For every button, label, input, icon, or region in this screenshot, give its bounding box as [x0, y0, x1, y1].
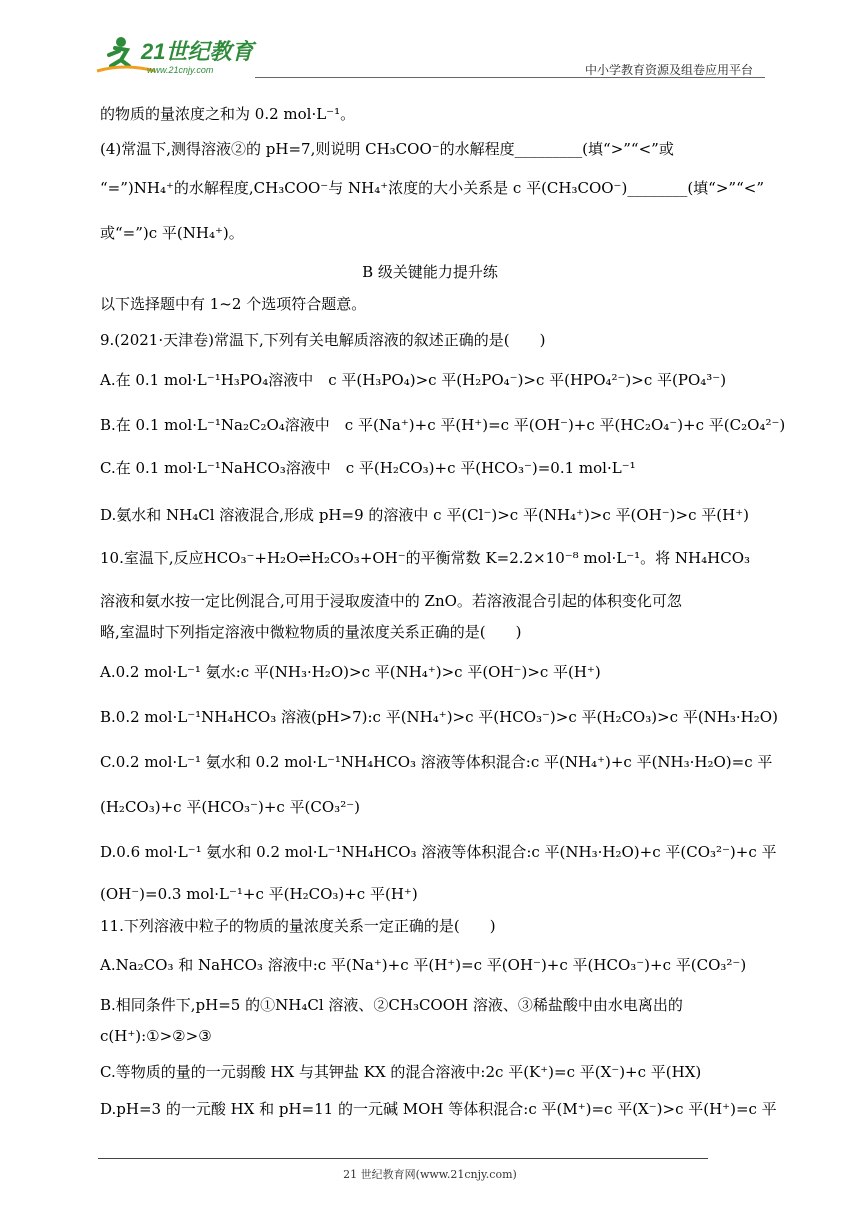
question-9: 9.(2021·天津卷)常温下,下列有关电解质溶液的叙述正确的是( ) — [100, 331, 546, 349]
text-line: 溶液和氨水按一定比例混合,可用于浸取废渣中的 ZnO。若溶液混合引起的体积变化可忽 — [100, 592, 682, 610]
logo — [95, 33, 265, 77]
svg-text:www.21cnjy.com: www.21cnjy.com — [147, 65, 214, 75]
text-line: 的物质的量浓度之和为 0.2 mol·L⁻¹。 — [100, 105, 356, 123]
svg-text:21世纪教育: 21世纪教育 — [141, 39, 254, 64]
option-11b: B.相同条件下,pH=5 的①NH₄Cl 溶液、②CH₃COOH 溶液、③稀盐酸中由水电离出的 — [100, 996, 683, 1014]
text-line: (OH⁻)=0.3 mol·L⁻¹+c 平(H₂CO₃)+c 平(H⁺) — [100, 885, 418, 903]
option-10d: D.0.6 mol·L⁻¹ 氨水和 0.2 mol·L⁻¹NH₄HCO₃ 溶液等体积混合:c 平(NH₃·H₂O)+c 平(CO₃²⁻)+c 平 — [100, 843, 777, 861]
option-10c: C.0.2 mol·L⁻¹ 氨水和 0.2 mol·L⁻¹NH₄HCO₃ 溶液等体积混合:c 平(NH₄⁺)+c 平(NH₃·H₂O)=c 平 — [100, 753, 773, 771]
text-line: (H₂CO₃)+c 平(HCO₃⁻)+c 平(CO₃²⁻) — [100, 798, 360, 816]
option-10a: A.0.2 mol·L⁻¹ 氨水:c 平(NH₃·H₂O)>c 平(NH₄⁺)>c 平(OH⁻)>c 平(H⁺) — [100, 663, 601, 681]
option-9d: D.氨水和 NH₄Cl 溶液混合,形成 pH=9 的溶液中 c 平(Cl⁻)>c 平(NH₄⁺)>c 平(OH⁻)>c 平(H⁺) — [100, 506, 749, 524]
text-line: 或“=”)c 平(NH₄⁺)。 — [100, 224, 244, 242]
text-line: 略,室温时下列指定溶液中微粒物质的量浓度关系正确的是( ) — [100, 623, 522, 641]
text-line: “=”)NH₄⁺的水解程度,CH₃COO⁻与 NH₄⁺浓度的大小关系是 c 平(CH₃COO⁻)________(填“>”“<” — [100, 179, 764, 197]
footer-divider — [98, 1158, 708, 1159]
platform-tagline: 中小学教育资源及组卷应用平台 — [584, 63, 753, 77]
instruction-text: 以下选择题中有 1~2 个选项符合题意。 — [100, 295, 367, 313]
page-footer: 21 世纪教育网(www.21cnjy.com) — [343, 1168, 517, 1181]
page-header — [95, 33, 765, 79]
option-10b: B.0.2 mol·L⁻¹NH₄HCO₃ 溶液(pH>7):c 平(NH₄⁺)>c 平(HCO₃⁻)>c 平(H₂CO₃)>c 平(NH₃·H₂O) — [100, 708, 778, 726]
text-line: c(H⁺):①>②>③ — [100, 1027, 212, 1045]
option-11c: C.等物质的量的一元弱酸 HX 与其钾盐 KX 的混合溶液中:2c 平(K⁺)=c 平(X⁻)+c 平(HX) — [100, 1063, 702, 1081]
header-divider — [255, 77, 765, 78]
option-11a: A.Na₂CO₃ 和 NaHCO₃ 溶液中:c 平(Na⁺)+c 平(H⁺)=c 平(OH⁻)+c 平(HCO₃⁻)+c 平(CO₃²⁻) — [100, 956, 747, 974]
option-11d: D.pH=3 的一元酸 HX 和 pH=11 的一元碱 MOH 等体积混合:c 平(M⁺)=c 平(X⁻)>c 平(H⁺)=c 平 — [100, 1100, 777, 1118]
question-4: (4)常温下,测得溶液②的 pH=7,则说明 CH₃COO⁻的水解程度_________(填“>”“<”或 — [100, 140, 674, 158]
option-9a: A.在 0.1 mol·L⁻¹H₃PO₄溶液中 c 平(H₃PO₄)>c 平(H₂PO₄⁻)>c 平(HPO₄²⁻)>c 平(PO₄³⁻) — [100, 371, 727, 389]
option-9b: B.在 0.1 mol·L⁻¹Na₂C₂O₄溶液中 c 平(Na⁺)+c 平(H⁺)=c 平(OH⁻)+c 平(HC₂O₄⁻)+c 平(C₂O₄²⁻) — [100, 416, 786, 434]
section-title: B 级关键能力提升练 — [362, 263, 498, 281]
option-9c: C.在 0.1 mol·L⁻¹NaHCO₃溶液中 c 平(H₂CO₃)+c 平(HCO₃⁻)=0.1 mol·L⁻¹ — [100, 459, 636, 477]
question-11: 11.下列溶液中粒子的物质的量浓度关系一定正确的是( ) — [100, 917, 496, 935]
question-10: 10.室温下,反应HCO₃⁻+H₂O⇌H₂CO₃+OH⁻的平衡常数 K=2.2×10⁻⁸ mol·L⁻¹。将 NH₄HCO₃ — [100, 549, 751, 567]
